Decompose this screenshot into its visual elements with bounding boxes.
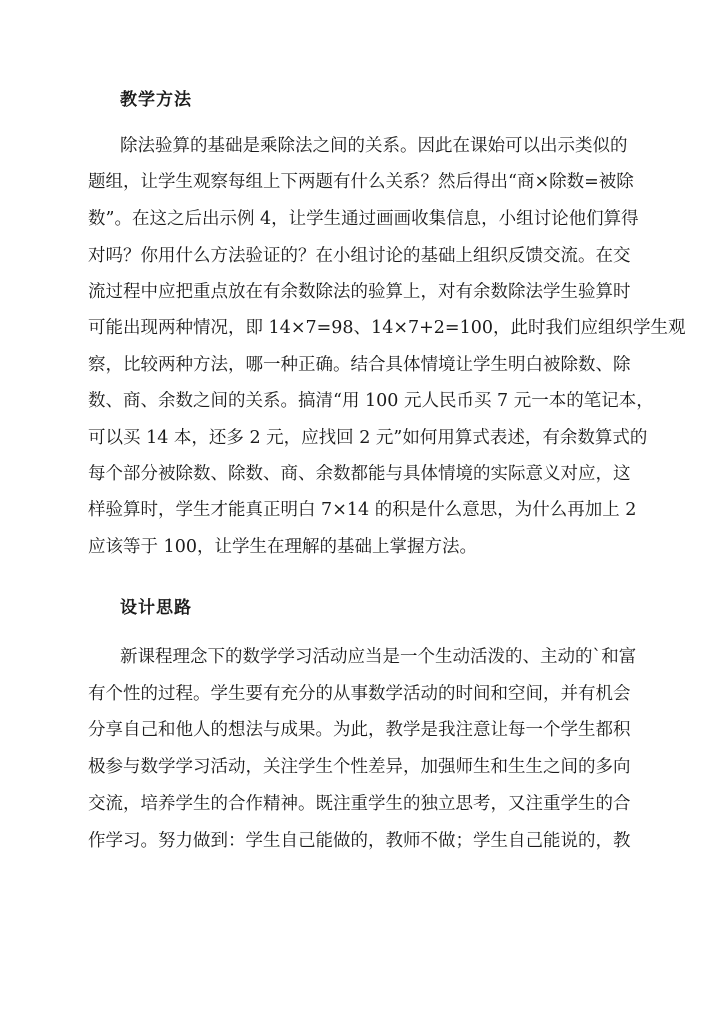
paragraph-line: 应该等于 100，让学生在理解的基础上掌握方法。 [88,537,477,557]
paragraph-line: 数”。在这之后出示例 4，让学生通过画画收集信息，小组讨论他们算得 [88,209,639,229]
paragraph-line: 样验算时，学生才能真正明白 7×14 的积是什么意思，为什么再加上 2 [88,500,637,520]
paragraph-line: 极参与数学学习活动，关注学生个性差异，加强师生和生生之间的多向 [88,757,631,777]
paragraph-line: 分享自己和他人的想法与成果。为此，教学是我注意让每一个学生都积 [88,720,631,740]
paragraph-line: 可能出现两种情况，即 14×7=98、14×7+2=100，此时我们应组织学生观 [88,318,686,338]
section-heading-teaching-method: 教学方法 [120,90,192,110]
paragraph-line: 有个性的过程。学生要有充分的从事数学活动的时间和空间，并有机会 [88,684,631,704]
paragraph-line: 除法验算的基础是乘除法之间的关系。因此在课始可以出示类似的 [120,136,628,156]
paragraph-line: 察，比较两种方法，哪一种正确。结合具体情境让学生明白被除数、除 [88,355,631,375]
paragraph-line: 题组，让学生观察每组上下两题有什么关系？然后得出“商×除数=被除 [88,172,634,192]
paragraph-line: 作学习。努力做到：学生自己能做的，教师不做；学生自己能说的，教 [88,831,631,851]
paragraph-line: 新课程理念下的数学学习活动应当是一个生动活泼的、主动的`和富 [120,647,637,667]
section-heading-design-idea: 设计思路 [120,598,192,618]
paragraph-line: 可以买 14 本，还多 2 元，应找回 2 元”如何用算式表述，有余数算式的 [88,428,648,448]
paragraph-line: 流过程中应把重点放在有余数除法的验算上，对有余数除法学生验算时 [88,282,631,302]
paragraph-line: 对吗？你用什么方法验证的？在小组讨论的基础上组织反馈交流。在交 [88,246,631,266]
paragraph-line: 交流，培养学生的合作精神。既注重学生的独立思考，又注重学生的合 [88,794,631,814]
paragraph-line: 每个部分被除数、除数、商、余数都能与具体情境的实际意义对应，这 [88,464,631,484]
paragraph-line: 数、商、余数之间的关系。搞清“用 100 元人民币买 7 元一本的笔记本， [88,391,654,411]
